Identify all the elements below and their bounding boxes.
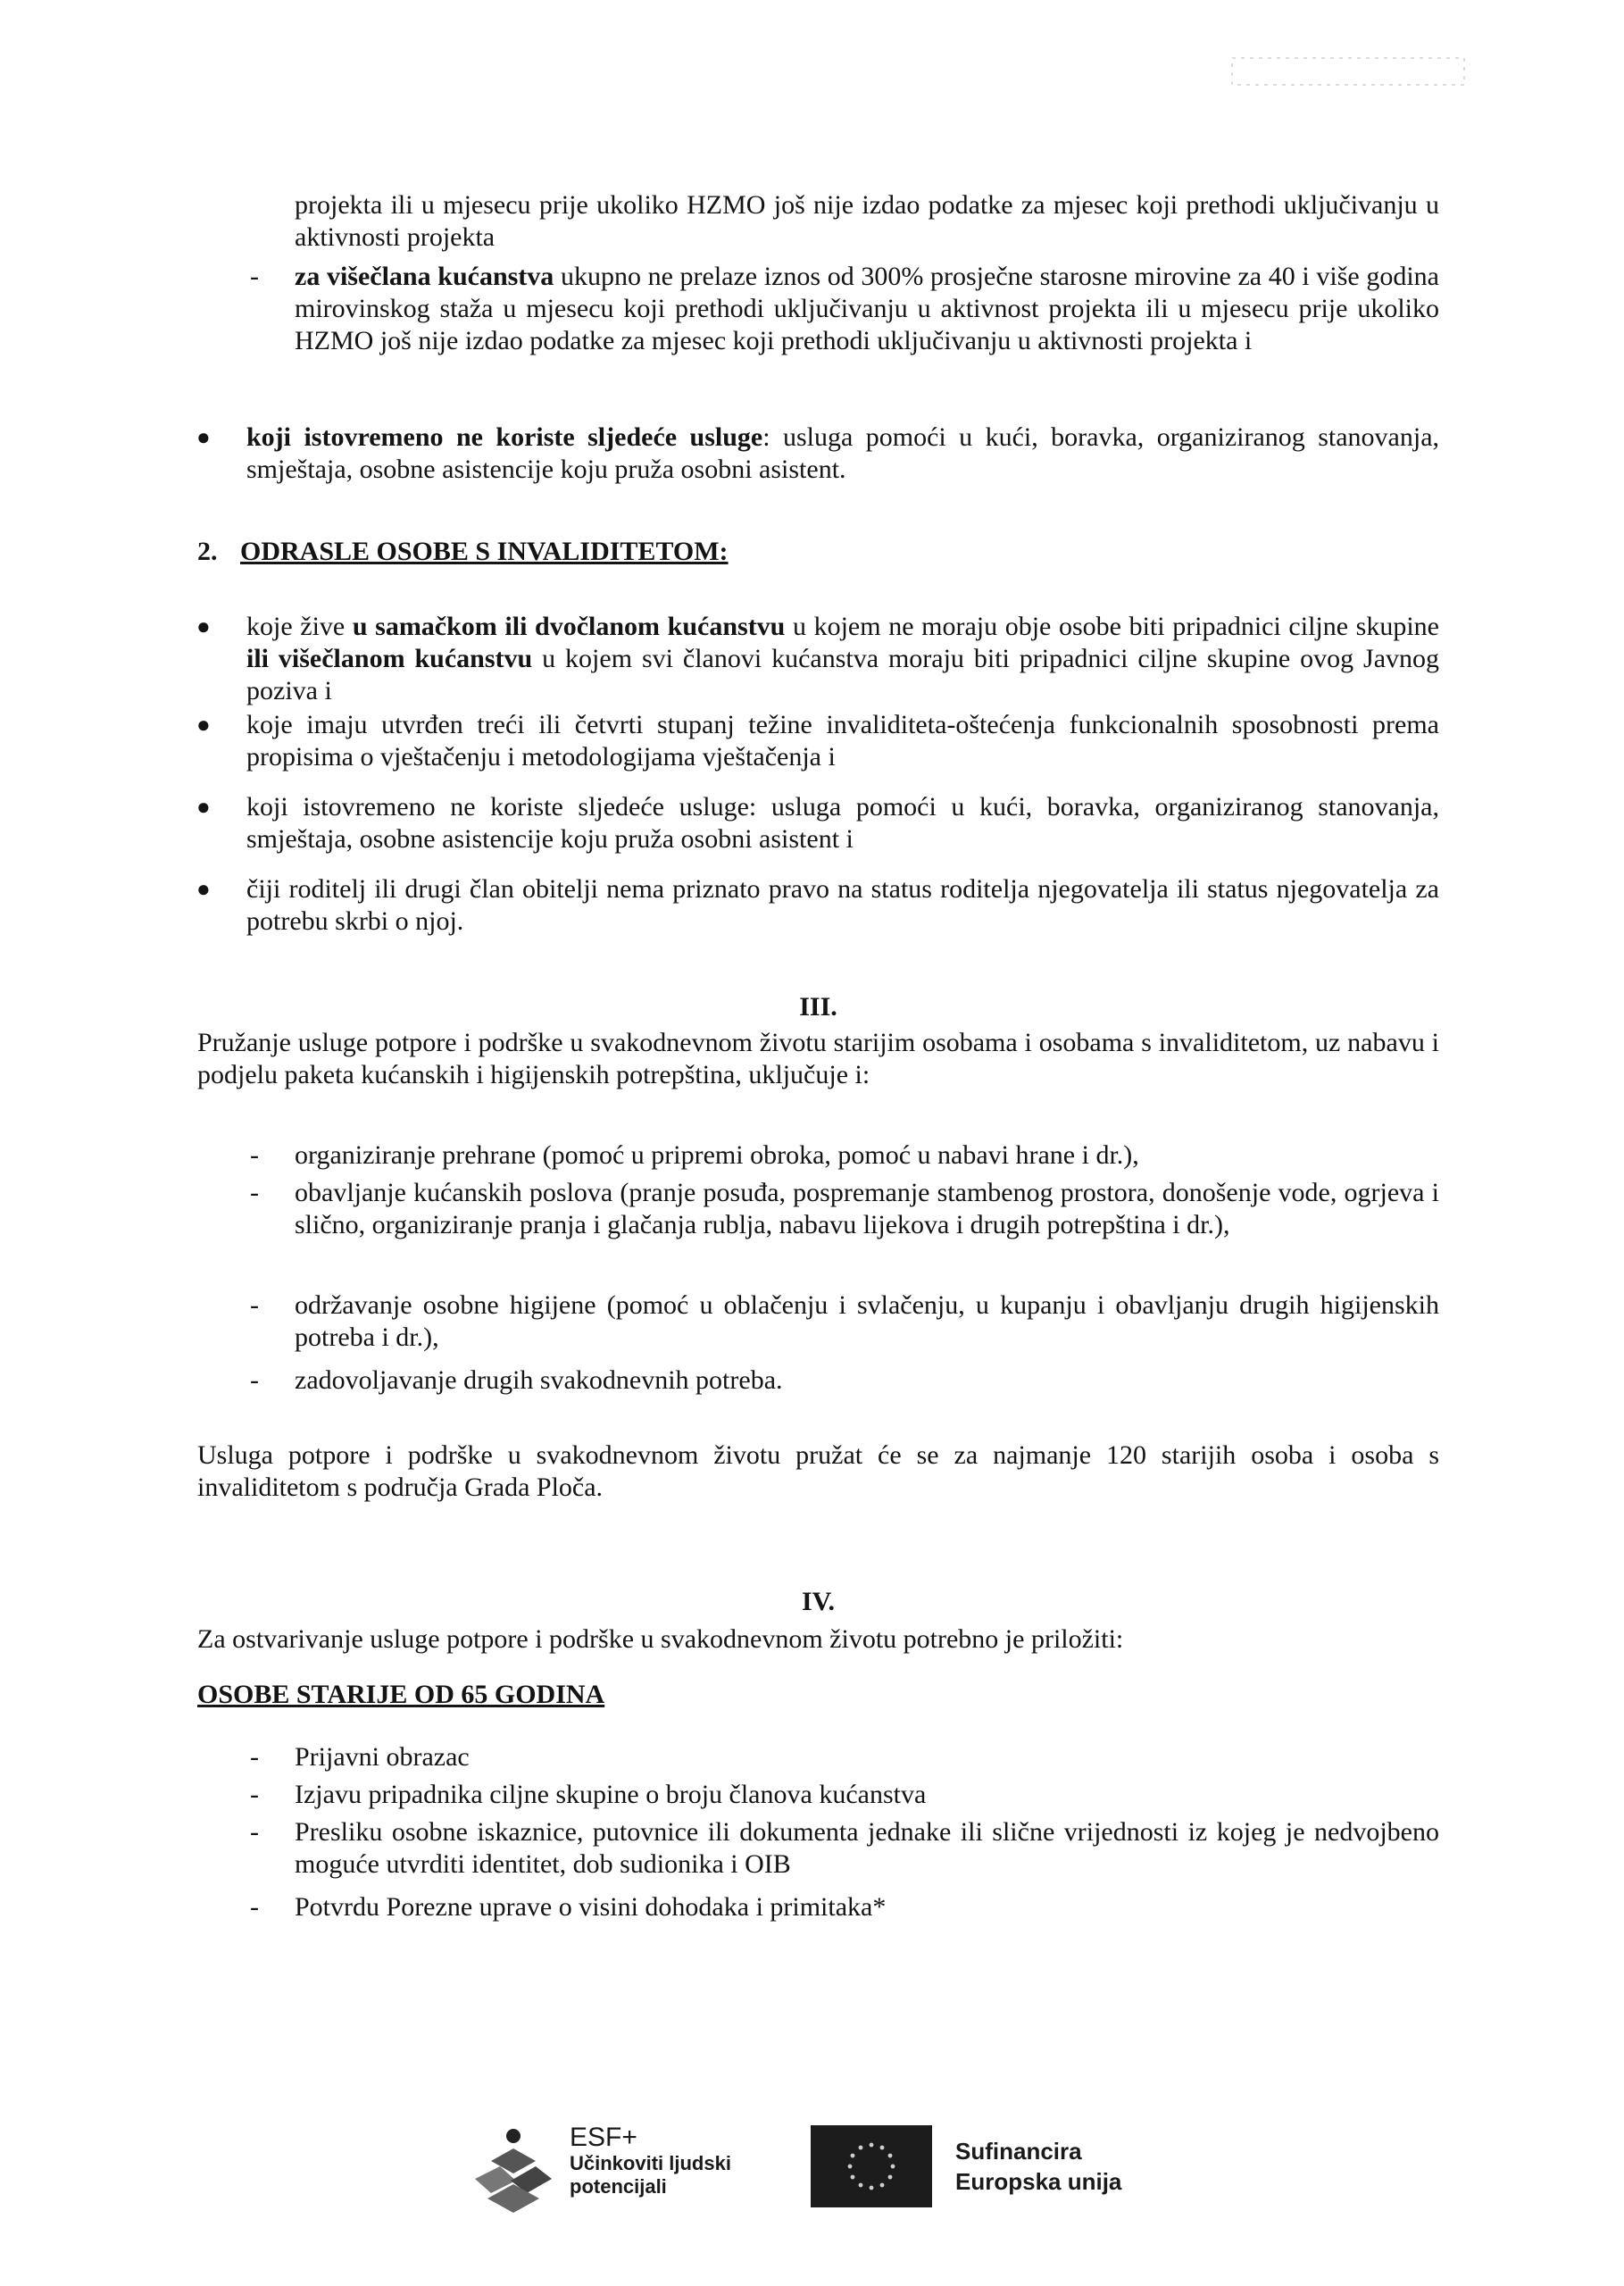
continuation-text: projekta ili u mjesecu prije ukoliko HZMO još nije izdao podatke za mjesec koji prethodi uključivanju u aktivnosti projekta (295, 190, 1439, 252)
section4-subheading (197, 1679, 1439, 1711)
section2-bullet-2 (196, 709, 1439, 773)
section2-bullet-3 (196, 791, 1439, 855)
dash-item-text: ukupno ne prelaze iznos od 300% prosječne starosne mirovine za 40 i više godina mirovinskog staža u mjesecu koji prethodi uključivanju u aktivnost projekta ili u mjesecu prije ukoliko HZMO još nije izdao podatke za mjesec koji prethodi uključivanju u aktivnosti projekta i (295, 262, 1439, 355)
bullet-text: koje imaju utvrđen treći ili četvrti stupanj težine invaliditeta-oštećenja funkcionalnih sposobnosti prema propisima o vještačenju i metodologijama vještačenja i (246, 710, 1439, 772)
subheading-text: OSOBE STARIJE OD 65 GODINA (197, 1680, 605, 1709)
bullet-marker: ● (196, 613, 211, 639)
section2-title: ODRASLE OSOBE S INVALIDITETOM: (240, 537, 729, 566)
dash-marker: - (250, 1742, 259, 1772)
esf-subtitle-line1: Učinkoviti ljudski (570, 2152, 731, 2174)
item-text: Presliku osobne iskaznice, putovnice ili dokumenta jednake ili slične vrijednosti iz kojeg je nedvojbeno moguće utvrditi identitet, dob sudionika i OIB (295, 1817, 1439, 1879)
esf-subtitle-line2: potencijali (570, 2175, 667, 2198)
item-text: organiziranje prehrane (pomoć u pripremi obroka, pomoć u nabavi hrane i dr.), (295, 1140, 1139, 1170)
section3-numeral: III. (799, 992, 837, 1022)
item-text: Izjavu pripadnika ciljne skupine o broju članova kućanstva (295, 1780, 927, 1809)
item-text: održavanje osobne higijene (pomoć u oblačenju i svlačenju, u kupanju i obavljanju drugih higijenskih potreba i dr.), (295, 1290, 1439, 1352)
section3-item-1 (250, 1139, 1439, 1172)
section4-intro: Za ostvarivanje usluge potpore i podrške u svakodnevnom životu potrebno je priložiti: (197, 1624, 1124, 1654)
esf-title: ESF+ (570, 2123, 637, 2152)
bullet-marker: ● (196, 424, 211, 450)
dash-marker: - (250, 1365, 259, 1395)
section4-item-2 (250, 1779, 1439, 1811)
bullet-marker: ● (196, 876, 211, 902)
section3-item-2 (250, 1177, 1439, 1241)
dash-marker: - (250, 1780, 259, 1809)
item-text: Potvrdu Porezne uprave o visini dohodaka i primitaka* (295, 1892, 887, 1922)
section3-intro: Pružanje usluge potpore i podrške u svakodnevnom životu starijim osobama i osobama s invaliditetom, uz nabavu i podjelu paketa kućanskih i higijenskih potrepština, uključuje i: (197, 1028, 1439, 1089)
item-text: obavljanje kućanskih poslova (pranje posuđa, pospremanje stambenog prostora, donošenje vode, ogrjeva i slično, organiziranje pranja i glačanja rublja, nabavu lijekova i drugih potrepština i dr.), (295, 1178, 1439, 1239)
continuation-paragraph (295, 189, 1439, 254)
bullet-text: čiji roditelj ili drugi član obitelji nema priznato pravo na status roditelja njegovatelja ili status njegovatelja za potrebu skrbi o njoj. (246, 874, 1439, 936)
footer-logos (464, 2116, 1178, 2215)
text-part: u kojem ne moraju obje osobe biti pripadnici ciljne skupine (785, 612, 1439, 641)
esf-logo-icon (464, 2125, 562, 2215)
bullet-text: : usluga pomoći u kući, boravka, organiziranog stanovanja, smještaja, osobne asistencije koju pruža osobni asistent. (246, 422, 1440, 484)
section3-item-3 (250, 1289, 1439, 1354)
dash-item-bold: za višečlana kućanstva (295, 262, 554, 291)
esf-text-block (570, 2123, 731, 2198)
section2-heading (197, 536, 1439, 568)
section4-item-3 (250, 1816, 1439, 1881)
text-part: u kojem svi članovi kućanstva moraju biti pripadnici ciljne skupine ovog Javnog poziva i (246, 644, 1440, 705)
dash-marker: - (250, 262, 259, 291)
dash-marker: - (250, 1892, 259, 1922)
text-part-bold: u samačkom ili dvočlanom kućanstvu (352, 612, 786, 641)
dash-item-multi-member (250, 261, 1439, 357)
section2-bullet-4 (196, 873, 1439, 938)
bullet-bold-text: koji istovremeno ne koriste sljedeće usluge (246, 422, 763, 452)
section2-bullet-1 (196, 611, 1440, 707)
eu-line1: Sufinancira (955, 2138, 1082, 2165)
eu-text-block (955, 2136, 1121, 2197)
faded-stamp-mark (1223, 45, 1473, 98)
section3-item-4 (250, 1364, 1439, 1397)
eu-flag-icon (811, 2125, 932, 2207)
section4-item-4 (250, 1891, 1439, 1923)
dash-marker: - (250, 1817, 259, 1847)
bullet-text: koji istovremeno ne koriste sljedeće usluge: usluga pomoći u kući, boravka, organiziranog stanovanja, smještaja, osobne asistencije koju pruža osobni asistent i (246, 792, 1439, 854)
dash-marker: - (250, 1290, 259, 1320)
dash-marker: - (250, 1178, 259, 1207)
bullet-item-services (196, 421, 1440, 486)
item-text: Prijavni obrazac (295, 1742, 470, 1772)
eu-line2: Europska unija (955, 2168, 1122, 2195)
text-part-bold: ili višečlanom kućanstvu (246, 644, 533, 673)
section4-numeral: IV. (802, 1587, 835, 1616)
section3-closing: Usluga potpore i podrške u svakodnevnom životu pružat će se za najmanje 120 starijih osoba i osoba s invaliditetom s područja Grada Ploča. (197, 1440, 1439, 1502)
item-text: zadovoljavanje drugih svakodnevnih potreba. (295, 1365, 783, 1395)
bullet-marker: ● (196, 712, 211, 738)
section4-item-1 (250, 1741, 1439, 1773)
section2-number: 2. (197, 537, 218, 566)
bullet-marker: ● (196, 794, 211, 820)
text-part: koje žive (246, 612, 353, 641)
dash-marker: - (250, 1140, 259, 1170)
